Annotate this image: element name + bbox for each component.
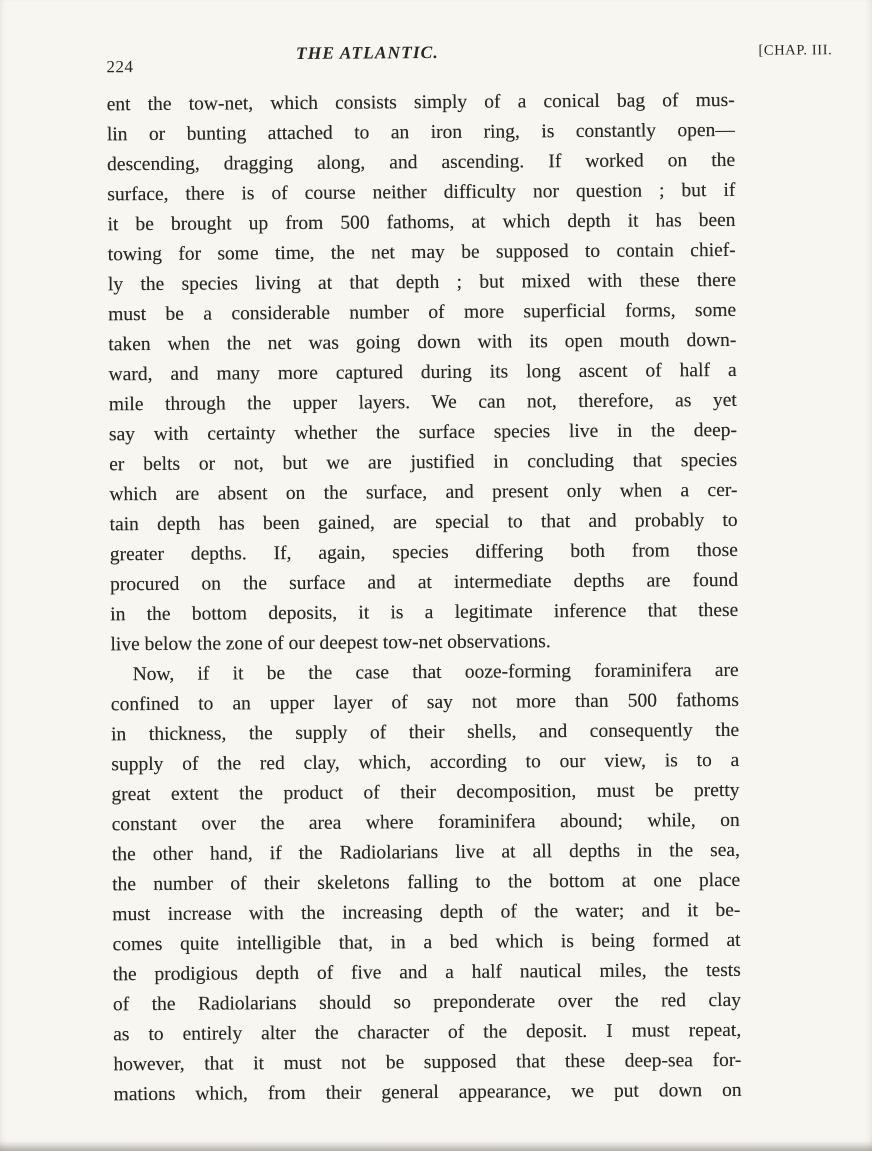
text-line: the other hand, if the Radiolarians live at all depths in the sea, xyxy=(111,839,740,866)
text-line: mile through the upper layers. We can not, therefore, as yet xyxy=(108,389,737,416)
text-line: must increase with the increasing depth of the water; and it be- xyxy=(112,899,741,926)
text-line: in thickness, the supply of their shells, and consequently the xyxy=(111,719,740,746)
text-line: constant over the area where foraminifera abound; while, on xyxy=(111,809,740,836)
paragraph xyxy=(107,86,739,660)
text-line: procured on the surface and at intermediate depths are found xyxy=(109,569,739,596)
page-body xyxy=(107,86,742,1110)
text-line: taken when the net was going down with its open mouth down- xyxy=(108,329,737,356)
text-line: in the bottom deposits, it is a legitimate inference that these xyxy=(110,599,739,626)
text-line: supply of the red clay, which, according to our view, is to a xyxy=(111,749,740,776)
text-line: greater depths. If, again, species differing both from those xyxy=(109,539,738,566)
text-line: live below the zone of our deepest tow-net observations. xyxy=(110,631,551,656)
text-line: ly the species living at that depth ; but mixed with these there xyxy=(107,269,737,296)
text-line: ent the tow-net, which consists simply of a conical bag of mus- xyxy=(106,89,735,116)
text-line: it be brought up from 500 fathoms, at which depth it has been xyxy=(107,209,736,236)
text-line: the prodigious depth of five and a half nautical miles, the tests xyxy=(112,959,741,986)
text-line: ward, and many more captured during its long ascent of half a xyxy=(108,359,737,386)
text-line: descending, dragging along, and ascending. If worked on the xyxy=(107,149,736,176)
text-line: er belts or not, but we are justified in concluding that species xyxy=(109,449,738,476)
chapter-heading: [CHAP. III. xyxy=(758,42,833,59)
running-title: THE ATLANTIC. xyxy=(295,41,439,63)
text-line: tain depth has been gained, are special to that and probably to xyxy=(109,509,738,536)
text-line: great extent the product of their decomposition, must be pretty xyxy=(111,779,740,806)
text-line: mations which, from their general appearance, we put down on xyxy=(113,1079,742,1106)
text-line: the number of their skeletons falling to the bottom at one place xyxy=(112,869,741,896)
page-number: 224 xyxy=(106,57,134,77)
text-line: however, that it must not be supposed that these deep-sea for- xyxy=(113,1049,742,1076)
text-line: as to entirely alter the character of the deposit. I must repeat, xyxy=(113,1019,742,1046)
text-line: of the Radiolarians should so preponderate over the red clay xyxy=(112,989,742,1016)
text-line: comes quite intelligible that, in a bed which is being formed at xyxy=(112,929,741,956)
text-line: say with certainty whether the surface species live in the deep- xyxy=(108,419,738,446)
text-line: lin or bunting attached to an iron ring, is constantly open— xyxy=(106,119,735,146)
text-line: must be a considerable number of more superficial forms, some xyxy=(108,299,737,326)
text-line: surface, there is of course neither difficulty nor question ; but if xyxy=(107,179,736,206)
paragraph xyxy=(111,656,742,1110)
text-line: which are absent on the surface, and present only when a cer- xyxy=(109,479,738,506)
text-line: towing for some time, the net may be supposed to contain chief- xyxy=(107,239,736,266)
text-line: confined to an upper layer of say not more than 500 fathoms xyxy=(110,689,739,716)
text-line: Now, if it be the case that ooze-forming foraminifera are xyxy=(132,659,739,686)
